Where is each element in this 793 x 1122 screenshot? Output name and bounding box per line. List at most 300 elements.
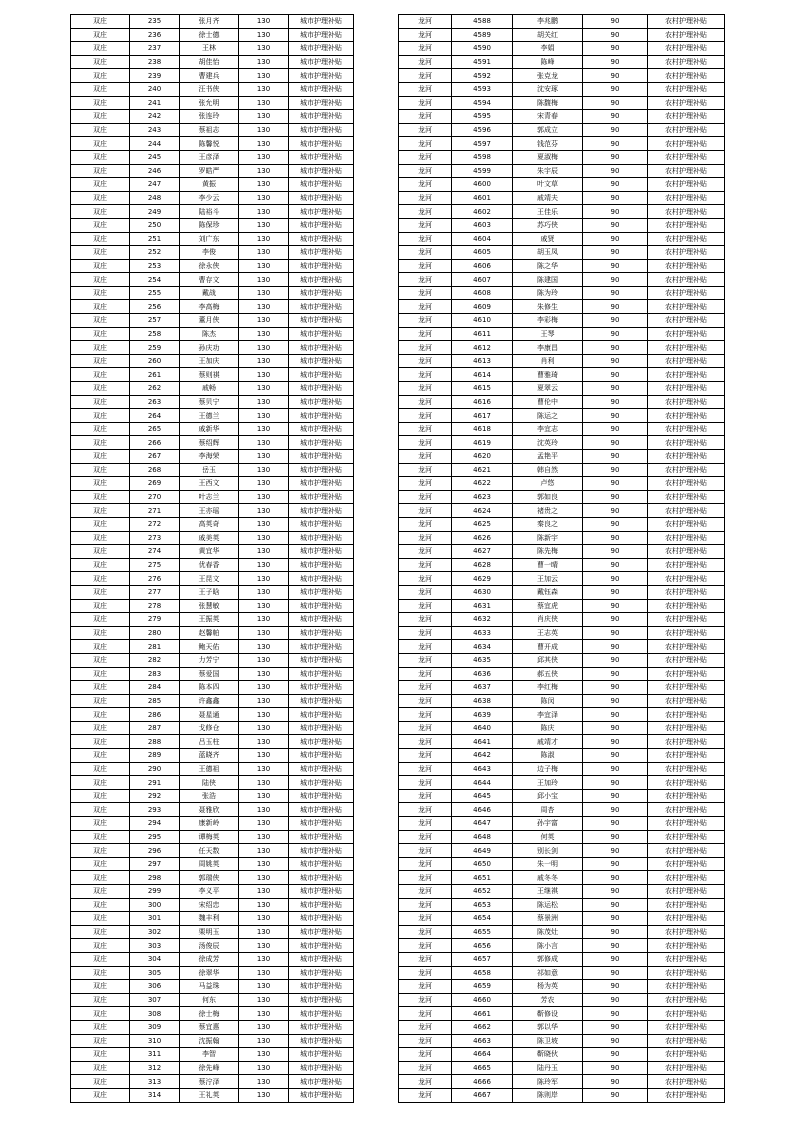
table-row bbox=[71, 721, 354, 735]
amount-cell: 90 bbox=[583, 164, 648, 178]
table-row bbox=[399, 490, 725, 504]
serial-cell: 285 bbox=[130, 694, 180, 708]
subsidy-type-cell: 城市护理补贴 bbox=[289, 205, 354, 219]
serial-cell: 4605 bbox=[452, 246, 513, 260]
serial-cell: 302 bbox=[130, 925, 180, 939]
name-cell: 边子梅 bbox=[513, 762, 583, 776]
name-cell: 王林 bbox=[180, 42, 239, 56]
name-cell: 蓝晓齐 bbox=[180, 749, 239, 763]
amount-cell: 130 bbox=[239, 626, 289, 640]
serial-cell: 252 bbox=[130, 246, 180, 260]
amount-cell: 90 bbox=[583, 504, 648, 518]
town-cell: 双庄 bbox=[71, 857, 130, 871]
left-table-body bbox=[71, 15, 354, 1103]
subsidy-type-cell: 城市护理补贴 bbox=[289, 69, 354, 83]
town-cell: 双庄 bbox=[71, 409, 130, 423]
amount-cell: 130 bbox=[239, 966, 289, 980]
town-cell: 双庄 bbox=[71, 205, 130, 219]
town-cell: 龙河 bbox=[399, 762, 452, 776]
subsidy-type-cell: 农村护理补贴 bbox=[648, 626, 725, 640]
town-cell: 龙河 bbox=[399, 1007, 452, 1021]
subsidy-type-cell: 城市护理补贴 bbox=[289, 857, 354, 871]
subsidy-type-cell: 城市护理补贴 bbox=[289, 653, 354, 667]
subsidy-type-cell: 城市护理补贴 bbox=[289, 952, 354, 966]
serial-cell: 4622 bbox=[452, 477, 513, 491]
town-cell: 双庄 bbox=[71, 749, 130, 763]
name-cell: 马益珠 bbox=[180, 980, 239, 994]
amount-cell: 130 bbox=[239, 191, 289, 205]
subsidy-type-cell: 城市护理补贴 bbox=[289, 490, 354, 504]
name-cell: 陆侠 bbox=[180, 776, 239, 790]
town-cell: 龙河 bbox=[399, 925, 452, 939]
name-cell: 宋绍忠 bbox=[180, 898, 239, 912]
table-row bbox=[399, 830, 725, 844]
serial-cell: 4620 bbox=[452, 450, 513, 464]
name-cell: 陈峰 bbox=[513, 55, 583, 69]
table-row bbox=[399, 1088, 725, 1102]
name-cell: 岳玉 bbox=[180, 463, 239, 477]
table-row bbox=[399, 178, 725, 192]
serial-cell: 298 bbox=[130, 871, 180, 885]
town-cell: 龙河 bbox=[399, 599, 452, 613]
amount-cell: 90 bbox=[583, 273, 648, 287]
name-cell: 孙宇富 bbox=[513, 817, 583, 831]
name-cell: 陈之华 bbox=[513, 259, 583, 273]
town-cell: 双庄 bbox=[71, 55, 130, 69]
town-cell: 龙河 bbox=[399, 110, 452, 124]
table-row bbox=[71, 1061, 354, 1075]
name-cell: 陈杰 bbox=[180, 327, 239, 341]
serial-cell: 4625 bbox=[452, 517, 513, 531]
serial-cell: 4649 bbox=[452, 844, 513, 858]
amount-cell: 90 bbox=[583, 96, 648, 110]
name-cell: 张允明 bbox=[180, 96, 239, 110]
town-cell: 双庄 bbox=[71, 885, 130, 899]
table-row bbox=[71, 246, 354, 260]
town-cell: 龙河 bbox=[399, 558, 452, 572]
name-cell: 高英奇 bbox=[180, 517, 239, 531]
town-cell: 龙河 bbox=[399, 409, 452, 423]
serial-cell: 4621 bbox=[452, 463, 513, 477]
subsidy-type-cell: 农村护理补贴 bbox=[648, 82, 725, 96]
amount-cell: 90 bbox=[583, 341, 648, 355]
amount-cell: 130 bbox=[239, 599, 289, 613]
table-row bbox=[399, 952, 725, 966]
town-cell: 双庄 bbox=[71, 817, 130, 831]
name-cell: 胡佳怡 bbox=[180, 55, 239, 69]
table-row bbox=[399, 803, 725, 817]
subsidy-type-cell: 农村护理补贴 bbox=[648, 817, 725, 831]
amount-cell: 130 bbox=[239, 246, 289, 260]
amount-cell: 90 bbox=[583, 708, 648, 722]
subsidy-type-cell: 城市护理补贴 bbox=[289, 1048, 354, 1062]
name-cell: 陈运之 bbox=[513, 409, 583, 423]
name-cell: 胡关红 bbox=[513, 28, 583, 42]
amount-cell: 90 bbox=[583, 123, 648, 137]
name-cell: 陈则岸 bbox=[513, 1088, 583, 1102]
table-row bbox=[399, 28, 725, 42]
serial-cell: 269 bbox=[130, 477, 180, 491]
amount-cell: 90 bbox=[583, 517, 648, 531]
subsidy-type-cell: 城市护理补贴 bbox=[289, 885, 354, 899]
serial-cell: 275 bbox=[130, 558, 180, 572]
amount-cell: 130 bbox=[239, 1034, 289, 1048]
subsidy-type-cell: 农村护理补贴 bbox=[648, 803, 725, 817]
name-cell: 王加庆 bbox=[180, 354, 239, 368]
subsidy-type-cell: 农村护理补贴 bbox=[648, 993, 725, 1007]
amount-cell: 130 bbox=[239, 721, 289, 735]
amount-cell: 90 bbox=[583, 803, 648, 817]
amount-cell: 90 bbox=[583, 925, 648, 939]
subsidy-type-cell: 城市护理补贴 bbox=[289, 681, 354, 695]
amount-cell: 130 bbox=[239, 55, 289, 69]
table-row bbox=[71, 667, 354, 681]
town-cell: 双庄 bbox=[71, 599, 130, 613]
table-row bbox=[399, 164, 725, 178]
town-cell: 龙河 bbox=[399, 164, 452, 178]
serial-cell: 235 bbox=[130, 15, 180, 29]
amount-cell: 90 bbox=[583, 42, 648, 56]
serial-cell: 4610 bbox=[452, 314, 513, 328]
town-cell: 龙河 bbox=[399, 450, 452, 464]
subsidy-type-cell: 农村护理补贴 bbox=[648, 517, 725, 531]
table-row bbox=[71, 273, 354, 287]
subsidy-type-cell: 城市护理补贴 bbox=[289, 585, 354, 599]
subsidy-type-cell: 农村护理补贴 bbox=[648, 1020, 725, 1034]
name-cell: 王礼英 bbox=[180, 1088, 239, 1102]
serial-cell: 4607 bbox=[452, 273, 513, 287]
amount-cell: 90 bbox=[583, 830, 648, 844]
name-cell: 苏巧侠 bbox=[513, 218, 583, 232]
table-row bbox=[399, 776, 725, 790]
table-row bbox=[71, 395, 354, 409]
town-cell: 龙河 bbox=[399, 966, 452, 980]
table-row bbox=[71, 517, 354, 531]
amount-cell: 90 bbox=[583, 436, 648, 450]
table-row bbox=[399, 1075, 725, 1089]
subsidy-type-cell: 农村护理补贴 bbox=[648, 545, 725, 559]
subsidy-type-cell: 城市护理补贴 bbox=[289, 599, 354, 613]
name-cell: 戚新华 bbox=[180, 422, 239, 436]
serial-cell: 4592 bbox=[452, 69, 513, 83]
table-row bbox=[71, 694, 354, 708]
town-cell: 双庄 bbox=[71, 382, 130, 396]
town-cell: 龙河 bbox=[399, 82, 452, 96]
subsidy-type-cell: 城市护理补贴 bbox=[289, 830, 354, 844]
serial-cell: 288 bbox=[130, 735, 180, 749]
subsidy-type-cell: 农村护理补贴 bbox=[648, 844, 725, 858]
name-cell: 褚贵之 bbox=[513, 504, 583, 518]
amount-cell: 130 bbox=[239, 314, 289, 328]
name-cell: 邱其侠 bbox=[513, 653, 583, 667]
amount-cell: 130 bbox=[239, 980, 289, 994]
subsidy-type-cell: 农村护理补贴 bbox=[648, 531, 725, 545]
town-cell: 双庄 bbox=[71, 721, 130, 735]
table-row bbox=[399, 314, 725, 328]
subsidy-type-cell: 城市护理补贴 bbox=[289, 123, 354, 137]
town-cell: 龙河 bbox=[399, 531, 452, 545]
name-cell: 陈运松 bbox=[513, 898, 583, 912]
serial-cell: 306 bbox=[130, 980, 180, 994]
table-row bbox=[399, 572, 725, 586]
table-row bbox=[399, 912, 725, 926]
amount-cell: 130 bbox=[239, 694, 289, 708]
name-cell: 陈建国 bbox=[513, 273, 583, 287]
amount-cell: 130 bbox=[239, 640, 289, 654]
name-cell: 朱宇辰 bbox=[513, 164, 583, 178]
town-cell: 龙河 bbox=[399, 857, 452, 871]
town-cell: 龙河 bbox=[399, 653, 452, 667]
subsidy-type-cell: 城市护理补贴 bbox=[289, 422, 354, 436]
subsidy-type-cell: 城市护理补贴 bbox=[289, 28, 354, 42]
serial-cell: 4636 bbox=[452, 667, 513, 681]
serial-cell: 300 bbox=[130, 898, 180, 912]
serial-cell: 4644 bbox=[452, 776, 513, 790]
town-cell: 双庄 bbox=[71, 517, 130, 531]
town-cell: 龙河 bbox=[399, 1020, 452, 1034]
town-cell: 龙河 bbox=[399, 477, 452, 491]
subsidy-type-cell: 城市护理补贴 bbox=[289, 694, 354, 708]
town-cell: 龙河 bbox=[399, 191, 452, 205]
amount-cell: 90 bbox=[583, 1007, 648, 1021]
amount-cell: 130 bbox=[239, 531, 289, 545]
town-cell: 龙河 bbox=[399, 463, 452, 477]
table-row bbox=[71, 490, 354, 504]
serial-cell: 309 bbox=[130, 1020, 180, 1034]
serial-cell: 4611 bbox=[452, 327, 513, 341]
name-cell: 王彦泽 bbox=[180, 150, 239, 164]
name-cell: 王加云 bbox=[513, 572, 583, 586]
serial-cell: 4637 bbox=[452, 681, 513, 695]
amount-cell: 130 bbox=[239, 1088, 289, 1102]
serial-cell: 313 bbox=[130, 1075, 180, 1089]
table-row bbox=[399, 42, 725, 56]
serial-cell: 4627 bbox=[452, 545, 513, 559]
name-cell: 胡玉凤 bbox=[513, 246, 583, 260]
name-cell: 王子晗 bbox=[180, 585, 239, 599]
serial-cell: 292 bbox=[130, 789, 180, 803]
amount-cell: 90 bbox=[583, 626, 648, 640]
serial-cell: 289 bbox=[130, 749, 180, 763]
subsidy-type-cell: 农村护理补贴 bbox=[648, 395, 725, 409]
amount-cell: 130 bbox=[239, 28, 289, 42]
subsidy-type-cell: 城市护理补贴 bbox=[289, 55, 354, 69]
town-cell: 龙河 bbox=[399, 885, 452, 899]
table-row bbox=[399, 762, 725, 776]
amount-cell: 130 bbox=[239, 1007, 289, 1021]
serial-cell: 314 bbox=[130, 1088, 180, 1102]
town-cell: 龙河 bbox=[399, 232, 452, 246]
table-row bbox=[71, 844, 354, 858]
table-row bbox=[71, 218, 354, 232]
table-row bbox=[71, 966, 354, 980]
serial-cell: 4596 bbox=[452, 123, 513, 137]
subsidy-type-cell: 城市护理补贴 bbox=[289, 150, 354, 164]
amount-cell: 130 bbox=[239, 477, 289, 491]
town-cell: 龙河 bbox=[399, 273, 452, 287]
subsidy-type-cell: 城市护理补贴 bbox=[289, 477, 354, 491]
subsidy-type-cell: 城市护理补贴 bbox=[289, 191, 354, 205]
amount-cell: 130 bbox=[239, 572, 289, 586]
amount-cell: 90 bbox=[583, 218, 648, 232]
serial-cell: 277 bbox=[130, 585, 180, 599]
name-cell: 汪书侠 bbox=[180, 82, 239, 96]
serial-cell: 4617 bbox=[452, 409, 513, 423]
town-cell: 双庄 bbox=[71, 667, 130, 681]
serial-cell: 4639 bbox=[452, 708, 513, 722]
name-cell: 曹存文 bbox=[180, 273, 239, 287]
name-cell: 郭以华 bbox=[513, 1020, 583, 1034]
amount-cell: 130 bbox=[239, 803, 289, 817]
subsidy-type-cell: 城市护理补贴 bbox=[289, 993, 354, 1007]
serial-cell: 255 bbox=[130, 286, 180, 300]
subsidy-type-cell: 农村护理补贴 bbox=[648, 708, 725, 722]
serial-cell: 4646 bbox=[452, 803, 513, 817]
amount-cell: 90 bbox=[583, 871, 648, 885]
table-row bbox=[71, 436, 354, 450]
table-row bbox=[71, 82, 354, 96]
serial-cell: 4660 bbox=[452, 993, 513, 1007]
subsidy-type-cell: 农村护理补贴 bbox=[648, 286, 725, 300]
name-cell: 张慧敏 bbox=[180, 599, 239, 613]
subsidy-type-cell: 农村护理补贴 bbox=[648, 300, 725, 314]
amount-cell: 90 bbox=[583, 980, 648, 994]
table-row bbox=[399, 925, 725, 939]
table-row bbox=[71, 504, 354, 518]
table-row bbox=[71, 708, 354, 722]
name-cell: 徐士德 bbox=[180, 28, 239, 42]
town-cell: 龙河 bbox=[399, 681, 452, 695]
table-row bbox=[71, 912, 354, 926]
subsidy-type-cell: 城市护理补贴 bbox=[289, 803, 354, 817]
amount-cell: 90 bbox=[583, 667, 648, 681]
serial-cell: 4601 bbox=[452, 191, 513, 205]
table-row bbox=[399, 354, 725, 368]
serial-cell: 295 bbox=[130, 830, 180, 844]
name-cell: 许鑫鑫 bbox=[180, 694, 239, 708]
table-row bbox=[399, 721, 725, 735]
table-row bbox=[71, 382, 354, 396]
table-row bbox=[399, 857, 725, 871]
serial-cell: 4651 bbox=[452, 871, 513, 885]
serial-cell: 4624 bbox=[452, 504, 513, 518]
name-cell: 戴战 bbox=[180, 286, 239, 300]
amount-cell: 130 bbox=[239, 817, 289, 831]
subsidy-type-cell: 城市护理补贴 bbox=[289, 517, 354, 531]
serial-cell: 305 bbox=[130, 966, 180, 980]
amount-cell: 90 bbox=[583, 1048, 648, 1062]
town-cell: 双庄 bbox=[71, 232, 130, 246]
table-row bbox=[399, 898, 725, 912]
amount-cell: 90 bbox=[583, 395, 648, 409]
amount-cell: 130 bbox=[239, 327, 289, 341]
subsidy-type-cell: 农村护理补贴 bbox=[648, 939, 725, 953]
serial-cell: 268 bbox=[130, 463, 180, 477]
name-cell: 李俊 bbox=[180, 246, 239, 260]
name-cell: 钱范芬 bbox=[513, 137, 583, 151]
subsidy-type-cell: 农村护理补贴 bbox=[648, 422, 725, 436]
subsidy-type-cell: 农村护理补贴 bbox=[648, 653, 725, 667]
subsidy-type-cell: 农村护理补贴 bbox=[648, 681, 725, 695]
name-cell: 何东 bbox=[180, 993, 239, 1007]
serial-cell: 4630 bbox=[452, 585, 513, 599]
table-row bbox=[399, 82, 725, 96]
serial-cell: 4618 bbox=[452, 422, 513, 436]
serial-cell: 4650 bbox=[452, 857, 513, 871]
subsidy-type-cell: 城市护理补贴 bbox=[289, 966, 354, 980]
town-cell: 龙河 bbox=[399, 952, 452, 966]
amount-cell: 130 bbox=[239, 939, 289, 953]
subsidy-type-cell: 农村护理补贴 bbox=[648, 667, 725, 681]
amount-cell: 130 bbox=[239, 789, 289, 803]
town-cell: 龙河 bbox=[399, 803, 452, 817]
town-cell: 双庄 bbox=[71, 545, 130, 559]
table-row bbox=[399, 341, 725, 355]
subsidy-type-cell: 城市护理补贴 bbox=[289, 246, 354, 260]
table-row bbox=[71, 450, 354, 464]
amount-cell: 130 bbox=[239, 409, 289, 423]
town-cell: 龙河 bbox=[399, 55, 452, 69]
town-cell: 双庄 bbox=[71, 558, 130, 572]
name-cell: 靳晓伙 bbox=[513, 1048, 583, 1062]
name-cell: 王琴 bbox=[513, 327, 583, 341]
subsidy-type-cell: 城市护理补贴 bbox=[289, 640, 354, 654]
table-row bbox=[71, 789, 354, 803]
table-row bbox=[71, 463, 354, 477]
town-cell: 双庄 bbox=[71, 708, 130, 722]
serial-cell: 4614 bbox=[452, 368, 513, 382]
name-cell: 徐先峰 bbox=[180, 1061, 239, 1075]
town-cell: 龙河 bbox=[399, 259, 452, 273]
name-cell: 郭修成 bbox=[513, 952, 583, 966]
table-row bbox=[399, 694, 725, 708]
name-cell: 任天数 bbox=[180, 844, 239, 858]
table-row bbox=[71, 898, 354, 912]
table-row bbox=[71, 545, 354, 559]
town-cell: 龙河 bbox=[399, 205, 452, 219]
subsidy-type-cell: 城市护理补贴 bbox=[289, 939, 354, 953]
table-row bbox=[71, 1034, 354, 1048]
subsidy-type-cell: 农村护理补贴 bbox=[648, 15, 725, 29]
name-cell: 韩自然 bbox=[513, 463, 583, 477]
serial-cell: 287 bbox=[130, 721, 180, 735]
amount-cell: 90 bbox=[583, 939, 648, 953]
subsidy-type-cell: 农村护理补贴 bbox=[648, 69, 725, 83]
town-cell: 双庄 bbox=[71, 572, 130, 586]
table-row bbox=[399, 150, 725, 164]
table-row bbox=[71, 164, 354, 178]
amount-cell: 90 bbox=[583, 382, 648, 396]
serial-cell: 248 bbox=[130, 191, 180, 205]
table-row bbox=[71, 939, 354, 953]
amount-cell: 130 bbox=[239, 830, 289, 844]
subsidy-type-cell: 农村护理补贴 bbox=[648, 463, 725, 477]
name-cell: 李高梅 bbox=[180, 300, 239, 314]
name-cell: 秦良之 bbox=[513, 517, 583, 531]
name-cell: 魏丰利 bbox=[180, 912, 239, 926]
name-cell: 王志英 bbox=[513, 626, 583, 640]
town-cell: 龙河 bbox=[399, 830, 452, 844]
serial-cell: 267 bbox=[130, 450, 180, 464]
amount-cell: 90 bbox=[583, 354, 648, 368]
town-cell: 双庄 bbox=[71, 830, 130, 844]
table-row bbox=[71, 327, 354, 341]
subsidy-type-cell: 农村护理补贴 bbox=[648, 382, 725, 396]
town-cell: 龙河 bbox=[399, 545, 452, 559]
name-cell: 陆丹玉 bbox=[513, 1061, 583, 1075]
name-cell: 徐永侠 bbox=[180, 259, 239, 273]
subsidy-type-cell: 城市护理补贴 bbox=[289, 354, 354, 368]
